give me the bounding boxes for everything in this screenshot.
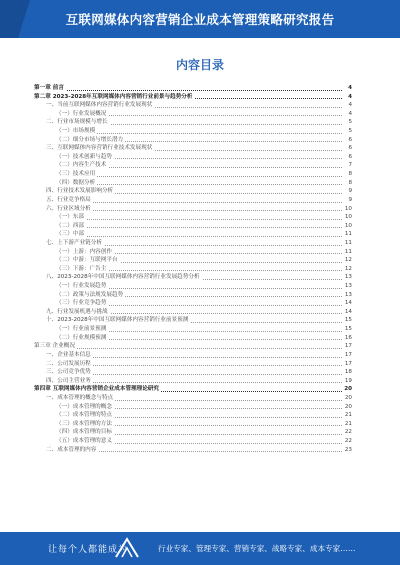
toc-entry-label: （一）上游：内容创作 [56,248,112,255]
toc-entry-page: 12 [344,257,352,264]
toc-entry-page: 5 [348,128,352,135]
toc-entry-page: 13 [344,291,352,298]
toc-entry-page: 4 [348,102,352,109]
toc-entry[interactable] [34,437,352,446]
toc-entry-label: 八、2023-2028年中国互联网媒体内容营销行业发展趋势分析 [46,274,200,281]
toc-entry[interactable] [34,161,352,170]
toc-entry-label: 二、成本管理的内容 [46,446,97,453]
toc-entry-page: 20 [344,394,352,401]
toc-entry-page: 13 [344,274,352,281]
toc-entry-label: （二）西部 [56,222,84,229]
toc-entry-page: 8 [348,171,352,178]
toc-entry-label: （二）成本管理的特点 [56,412,112,419]
toc-entry-label: （三）下游：广告主 [56,265,107,272]
toc-entry-page: 22 [344,429,352,436]
toc-entry-label: （二）细分市场与增长潜力 [56,136,124,143]
toc-entry-label: 第一章 前言 [34,85,64,91]
toc-entry-page: 14 [344,308,352,315]
toc-entry[interactable] [34,93,352,102]
toc-entry-label: （三）中部 [56,231,84,238]
toc-entry-page: 6 [348,136,352,143]
toc-entry-label: （二）行业规模预测 [56,334,107,341]
toc-entry-page: 11 [344,239,352,246]
toc-entry-label: （二）中游：互联网平台 [56,257,118,264]
toc-entry[interactable] [34,179,352,188]
toc-entry[interactable] [34,110,352,119]
toc-entry[interactable] [34,420,352,429]
toc-entry-label: 一、企业基本信息 [46,351,91,358]
toc-entry-page: 20 [344,403,352,410]
toc-entry-page: 17 [344,343,352,350]
toc-entry[interactable] [34,213,352,222]
toc-leader-dots [56,176,342,177]
footer-logo-icon [112,535,142,561]
toc-entry-page: 5 [348,119,352,126]
toc-entry[interactable] [34,187,352,196]
toc-entry[interactable] [34,360,352,369]
toc-entry-page: 12 [344,265,352,272]
toc-entry-label: （一）市场规模 [56,128,96,135]
toc-entry-page: 17 [344,351,352,358]
toc-entry-page: 10 [344,214,352,221]
toc-leader-dots [56,227,342,228]
toc-entry-label: 四、公司主营业务 [46,377,91,384]
toc-entry[interactable] [34,248,352,257]
toc-entry-page: 19 [344,377,352,384]
toc-entry-page: 10 [344,222,352,229]
toc-entry[interactable] [34,342,352,351]
toc-entry[interactable] [34,222,352,231]
toc-entry[interactable] [34,368,352,377]
toc-entry[interactable] [34,316,352,325]
toc-entry[interactable] [34,334,352,343]
toc-entry-page: 8 [348,179,352,186]
toc-entry-label: （一）成本管理的概念 [56,403,112,410]
toc-entry[interactable] [34,196,352,205]
toc-entry-label: （五）成本管理的意义 [56,437,112,444]
toc-entry-label: 十、2023-2028年中国互联网媒体内容营销行业前景预测 [46,317,189,324]
toc-entry-label: 第二章 2023-2028年互联网媒体内容营销行业前景与趋势分析 [34,93,193,100]
toc-entry-label: 第四章 互联网媒体内容营销企业成本管理理论研究 [34,386,160,393]
toc-entry[interactable] [34,136,352,145]
toc-entry[interactable] [34,84,352,93]
toc-entry-page: 4 [348,110,352,117]
toc-entry-label: （三）行业竞争趋势 [56,300,107,307]
toc-entry-page: 9 [348,196,352,203]
toc-entry-page: 9 [348,188,352,195]
toc-entry[interactable] [34,118,352,127]
report-title: 互联网媒体内容营销企业成本管理策略研究报告 [65,12,335,27]
toc-entry-label: （四）成本管理的目标 [56,429,112,436]
toc-entry-label: 第三章 企业概况 [34,343,75,350]
toc-entry[interactable] [34,153,352,162]
toc-entry-label: （四）数据分析 [56,179,96,186]
toc-entry-page: 11 [344,231,352,238]
toc-entry[interactable] [34,273,352,282]
toc-entry-page: 16 [344,334,352,341]
report-header [0,0,400,38]
toc-entry[interactable] [34,256,352,265]
toc-entry[interactable] [34,205,352,214]
toc-entry[interactable] [34,230,352,239]
toc-entry-label: 一、成本管理的概念与特点 [46,394,114,401]
toc-entry-label: 一、当前互联网媒体内容营销行业发展现状 [46,102,153,109]
toc-entry-label: 三、公司竞争优势 [46,369,91,376]
toc-entry-page: 23 [344,446,352,453]
toc-entry[interactable] [34,127,352,136]
toc-entry[interactable] [34,265,352,274]
toc-leader-dots [34,348,342,349]
toc-entry-page: 6 [348,153,352,160]
toc-entry-label: 七、上下游产业链分析 [46,239,102,246]
toc-entry-label: 九、行业发展机遇与挑战 [46,308,108,315]
footer-slogan: 让每个人都能成为 [48,545,129,555]
toc-entry-page: 15 [344,317,352,324]
toc-entry[interactable] [34,144,352,153]
toc-entry-label: （一）行业发展概况 [56,110,107,117]
toc-entry-label: 二、公司发展历程 [46,360,91,367]
toc-entry[interactable] [34,282,352,291]
toc-entry-page: 4 [348,93,352,100]
toc-leader-dots [56,236,342,237]
toc-entry-label: （一）行业发展趋势 [56,283,107,290]
toc-entry-page: 6 [348,145,352,152]
toc-entry-label: （一）东部 [56,214,84,221]
toc-entry[interactable] [34,239,352,248]
toc-list [34,84,352,454]
toc-entry-label: 二、行业市场规模与增长 [46,119,108,126]
toc-entry[interactable] [34,446,352,455]
toc-leader-dots [34,90,342,91]
toc-entry-page: 17 [344,360,352,367]
footer-tagline: 行业专家、管理专家、营销专家、战略专家、成本专家…… [158,544,356,553]
toc-leader-dots [56,133,342,134]
toc-entry-label: （一）行业前景预测 [56,326,107,333]
toc-entry[interactable] [34,411,352,420]
toc-entry[interactable] [34,101,352,110]
toc-entry-page: 22 [344,437,352,444]
toc-entry-page: 15 [344,326,352,333]
toc-entry-label: （三）成本管理的方法 [56,420,112,427]
toc-entry-page: 7 [348,162,352,169]
toc-entry[interactable] [34,403,352,412]
toc-entry-page: 20 [344,386,352,393]
toc-entry-page: 4 [348,85,352,91]
toc-entry-page: 10 [344,205,352,212]
toc-entry[interactable] [34,351,352,360]
toc-entry-page: 14 [344,300,352,307]
toc-entry-label: 五、行业竞争格局 [46,196,91,203]
toc-entry[interactable] [34,394,352,403]
toc-entry[interactable] [34,428,352,437]
toc-entry-page: 13 [344,283,352,290]
toc-entry-page: 21 [344,420,352,427]
toc-entry-page: 18 [344,369,352,376]
toc-leader-dots [56,219,342,220]
toc-entry-label: （二）政策与法规发展趋势 [56,291,124,298]
toc-entry-label: （二）内容生产技术 [56,162,107,169]
report-footer [0,532,400,565]
toc-entry-label: 四、行业技术发展影响分析 [46,188,114,195]
toc-entry[interactable] [34,299,352,308]
toc-entry[interactable] [34,308,352,317]
toc-entry-label: （三）技术应用 [56,171,96,178]
toc-entry[interactable] [34,325,352,334]
toc-heading: 内容目录 [175,58,224,72]
toc-entry[interactable] [34,385,352,394]
toc-entry-page: 21 [344,412,352,419]
toc-entry-label: 六、行业区域分析 [46,205,91,212]
toc-leader-dots [56,184,342,185]
toc-entry[interactable] [34,291,352,300]
toc-entry-label: 三、互联网媒体内容营销行业技术发展现状 [46,145,153,152]
toc-entry[interactable] [34,170,352,179]
toc-entry-page: 11 [344,248,352,255]
toc-entry-label: （一）技术创新与趋势 [56,153,112,160]
toc-entry[interactable] [34,377,352,386]
